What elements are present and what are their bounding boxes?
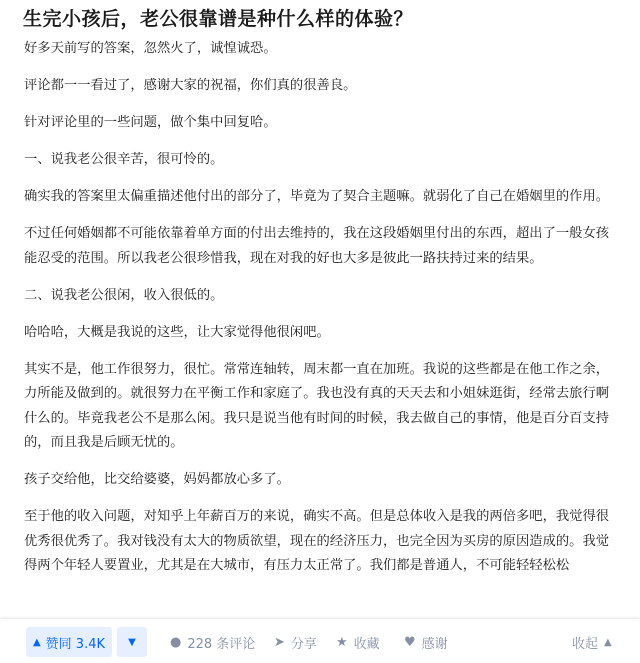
thanks-button[interactable] — [404, 627, 448, 657]
answer-paragraph: 一、说我老公很辛苦，很可怜的。 — [24, 152, 224, 167]
collapse-label: 收起 — [572, 636, 599, 652]
answer-paragraph: 其实不是，他工作很努力，很忙。常常连轴转，周末都一直在加班。我说的这些都是在他工作之余，力所能及做到的。就很努力在平衡工作和家庭了。我也没有真的天天去和小姐妹逛街，经常去旅行啊什么的。毕竟我老公不是那么闲。我只是说当他有时间的时候，我去做自己的事情，他是百分百支持的，而且我是后顾无忧的。 — [24, 361, 610, 450]
answer-content — [24, 37, 616, 613]
share-label: 分享 — [290, 636, 317, 652]
triangle-up-icon: ▲ — [32, 636, 41, 648]
share-button[interactable] — [274, 627, 317, 657]
answer-action-bar — [0, 619, 640, 663]
star-icon: ★ — [336, 634, 348, 650]
share-icon: ➤ — [274, 634, 285, 650]
upvote-button[interactable] — [26, 627, 112, 657]
favorite-button[interactable] — [336, 627, 380, 657]
answer-paragraph: 哈哈哈，大概是我说的这些，让大家觉得他很闲吧。 — [24, 324, 330, 340]
chevron-up-icon: ▲ — [604, 636, 612, 648]
upvote-label: 赞同 3.4K — [45, 636, 106, 652]
question-title: 生完小孩后，老公很靠谱是种什么样的体验？ — [23, 8, 414, 30]
favorite-label: 收藏 — [353, 636, 380, 652]
comment-label: 228 条评论 — [187, 636, 256, 652]
comment-button[interactable] — [170, 627, 255, 657]
answer-paragraph: 至于他的收入问题，对知乎上年薪百万的来说，确实不高。但是总体收入是我的两倍多吧，我觉得很优秀很优秀了。我对钱没有太大的物质欲望，现在的经济压力，也完全因为买房的原因造成的。我觉得两个年轻人要置业，尤其是在大城市，有压力太正常了。我们都是普通人，不可能轻轻松松 — [24, 509, 610, 573]
answer-paragraph: 不过任何婚姻都不可能依靠着单方面的付出去维持的，我在这段婚姻里付出的东西，超出了一般女孩能忍受的范围。所以我老公很珍惜我，现在对我的好也大多是彼此一路扶持过来的结果。 — [24, 226, 610, 266]
answer-paragraph: 好多天前写的答案，忽然火了，诚惶诚恐。 — [24, 41, 277, 56]
answer-paragraph: 孩子交给他，比交给婆婆，妈妈都放心多了。 — [24, 472, 290, 487]
answer-paragraph: 二、说我老公很闲，收入很低的。 — [24, 287, 224, 303]
downvote-button[interactable] — [117, 627, 147, 657]
thanks-label: 感谢 — [421, 636, 448, 652]
answer-paragraph: 确实我的答案里太偏重描述他付出的部分了，毕竟为了契合主题嘛。就弱化了自己在婚姻里的作用。 — [24, 189, 610, 204]
heart-icon: ♥ — [404, 634, 416, 650]
triangle-down-icon: ▼ — [128, 636, 136, 648]
answer-paragraph: 针对评论里的一些问题，做个集中回复哈。 — [24, 115, 277, 130]
answer-paragraph: 评论都一一看过了，感谢大家的祝福，你们真的很善良。 — [24, 78, 357, 93]
comment-icon: ● — [170, 634, 182, 650]
collapse-button[interactable] — [572, 627, 612, 657]
